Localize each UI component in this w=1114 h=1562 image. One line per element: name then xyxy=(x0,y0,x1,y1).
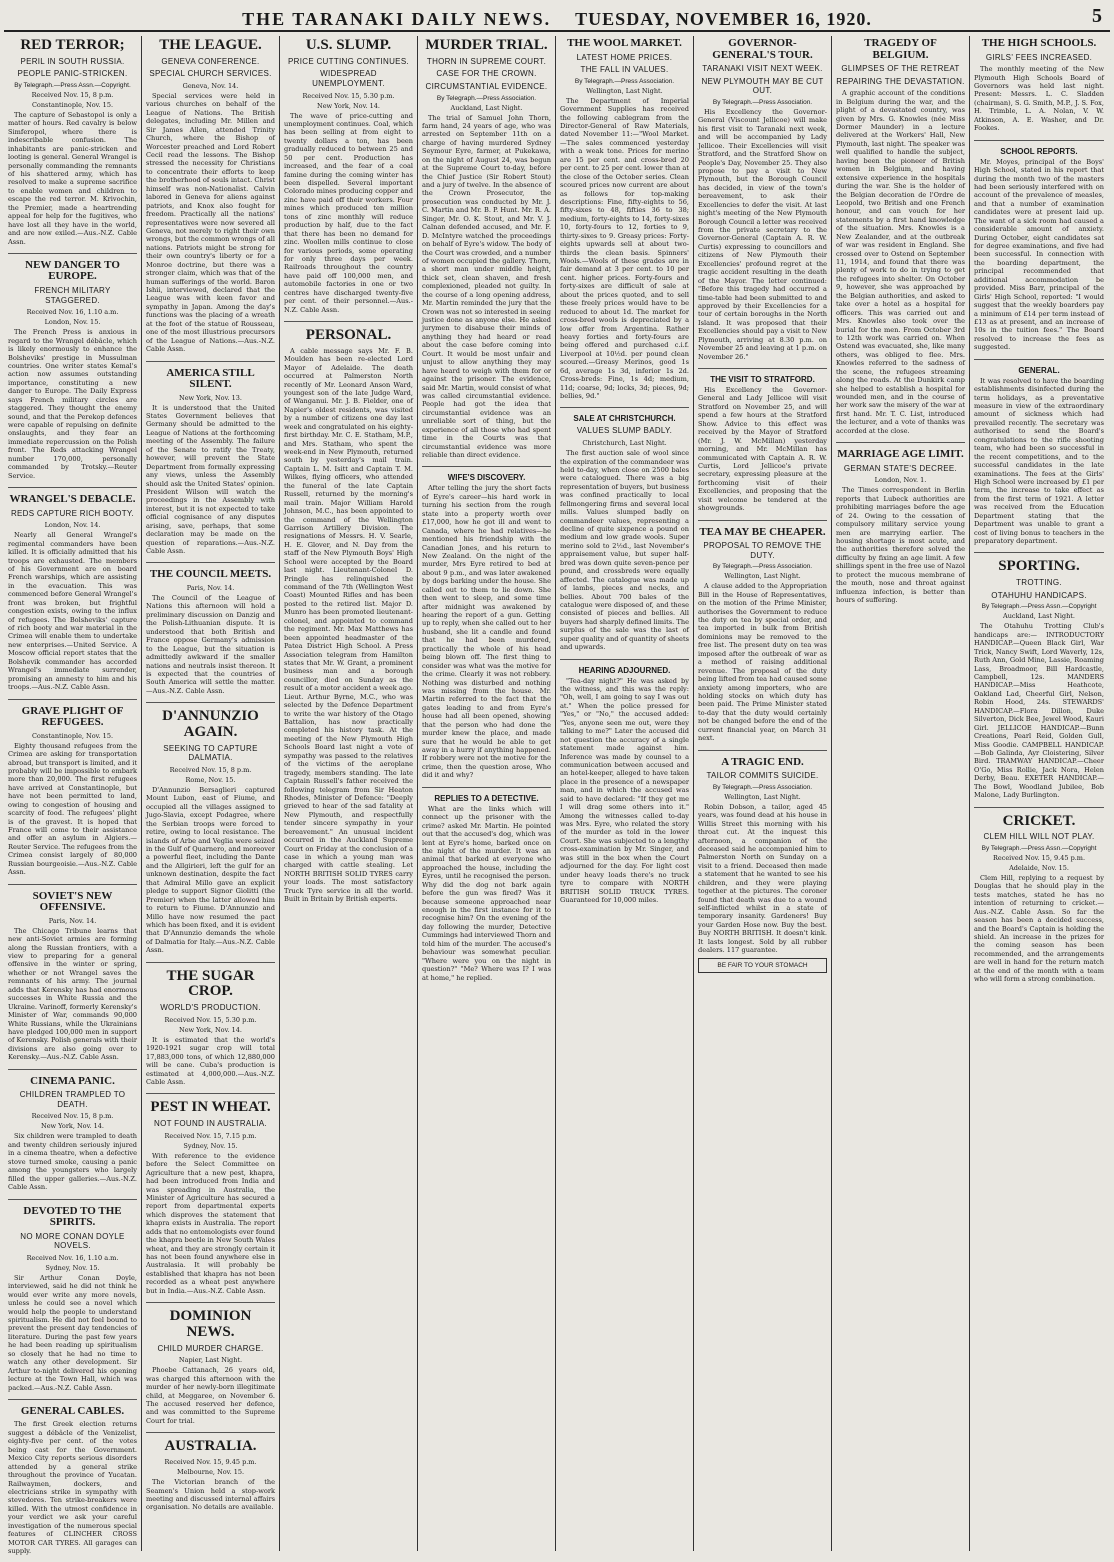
article-america-silent xyxy=(146,368,275,564)
body-text: The French Press is anxious in regard to the Wrangel débâcle, which is likely enormously to enhance the Bolsheviks' prestige in Mussulman countries. One writer states Kemal's action now assumes outstanding importance, constituting a new danger to Europe. The Daily Express says French military circles are staggered. They thought the enemy sound, and that the Perekop defences were capable of repulsing on definite onslaughts, and they fear an immediate repercussion on the Polish front. The Reds attacking Wrangel number 170,000, personally commanded by Trotsky.—Reuter Service. xyxy=(8,328,137,480)
article-hearing-adjourned xyxy=(560,666,689,912)
article-replies-detective xyxy=(422,794,551,989)
page-number: 5 xyxy=(1092,5,1102,27)
article-general-cables xyxy=(8,1406,137,1562)
article-refugees xyxy=(8,706,137,885)
body-text: The first Greek election returns suggest a débâcle of the Venizelist, eighty-five per cent. of the votes being cast for the Government. Mexico City reports serious disorders attended by a general strike throughout the province of Yucatan. Railwaymen, dockers, and electricians strike in sympathy with stevedores. Ten strike-breakers were killed. With the utmost confidence in your verdict we ask your careful investigation of the numerous special features of CLINCHER CROSS MOTOR CAR TYRES. All garages can supply. xyxy=(8,1420,137,1556)
body-text: The Council of the League of Nations this afternoon will hold a preliminary discussion on Danzig and the Polish-Lithuanian dispute. It is understood that both British and France oppose Germany's admission to the League, but the situation is admittedly awkward if the smaller nations and neutrals insist thereon. It is expected that the countries of South America will settle the matter.—Aus.-N.Z. Cable Assn. xyxy=(146,594,275,695)
headline: SPORTING. xyxy=(998,558,1080,575)
deck: LATEST HOME PRICES. xyxy=(576,52,673,62)
deck: CLEM HILL WILL NOT PLAY. xyxy=(983,832,1095,842)
received-line: Received Nov. 15, 8 p.m. xyxy=(31,90,114,99)
headline: MURDER TRIAL. xyxy=(425,37,548,53)
body-text: It was resolved to have the boarding establishments disinfected during the term holidays, as a preventative measure in view of the extraordinary amount of sickness which had prevailed recently. The secretary was authorised to send the Board's congratulations to the rifle shooting team, who had been so successful in the recent competitions, and to the successful candidates in the late examinations. The fees at the Girls' High School were increased by £1 per term, the increase to take effect as from the first term of 1921. A letter was received from the Education Department stating that the Department was unable to grant a cost of living bonus to teachers in the preparatory department. xyxy=(974,376,1104,546)
subheading: SALE AT CHRISTCHURCH. xyxy=(573,414,676,424)
article-cinema-panic xyxy=(8,1076,137,1200)
body-text: It is estimated that the world's 1920-1921 sugar crop will total 17,883,000 tons, of which 12,880,000 will be cane. Cuba's production is estimated at 4,000,000.—Aus.-N.Z. Cable Assn. xyxy=(146,1035,275,1086)
dateline: Christchurch, Last Night. xyxy=(582,439,667,448)
headline: AMERICA STILL SILENT. xyxy=(166,366,255,391)
headline: WRANGEL'S DEBACLE. xyxy=(9,493,136,506)
credit: By Telegraph.—Press Assn.—Copyright. xyxy=(14,81,131,89)
article-sporting xyxy=(974,559,1104,807)
dateline: Adelaide, Nov. 15. xyxy=(1009,863,1069,872)
article-general xyxy=(974,366,1104,554)
received-line: Received Nov. 15, 5.30 p.m. xyxy=(164,1015,257,1024)
headline: SOVIET'S NEW OFFENSIVE. xyxy=(32,889,113,914)
subheading: REPLIES TO A DETECTIVE. xyxy=(434,793,539,803)
body-text: The monthly meeting of the New Plymouth High Schools Board of Governors was held last night. Present: Messrs. L. C. Sladden (chairman), S. G. Smith, M.P., J. S. Fox, H. Trimble, L. A. Nolan, V. W. Atkinson, A. E. Washer, and Dr. Fookes. xyxy=(974,65,1104,133)
received-line: Received Nov. 16, 1.10 a.m. xyxy=(26,1253,119,1262)
headline: DEVOTED TO THE SPIRITS. xyxy=(23,1204,122,1229)
deck: WORLD'S PRODUCTION. xyxy=(160,1003,261,1013)
subheading: GENERAL. xyxy=(1018,365,1060,375)
dateline: Sydney, Nov. 15. xyxy=(183,1141,238,1150)
deck: SPECIAL CHURCH SERVICES. xyxy=(149,69,272,79)
body-text: A graphic account of the conditions in Belgium during the war, and the plight of a devastated country, was given by Mrs. G. Knowles (née Miss Dormer Maunder) in a lecture delivered at the Workers' Hall, New Plymouth, last night. The speaker was well qualified to handle the subject, having been the pioneer of British women in Belgium, and having extensive experience in the hospitals during the war. She is the holder of the Belgian decoration de l'Ordre de Leopold, two British and one French honour, and can vouch for her statements by a first hand knowledge of the situation. Mrs. Knowles is a New Zealander, and at the outbreak of war was resident in England. She crossed over to Ostend on September 11, 1914, and found that there was plenty of work to do in trying to get the refugees into shelter. On October 9, however, she was approached by the Belgian authorities, and asked to take over a hotel as a hospital for officers. This was carried out and Mrs. Knowles also took over the burial for the men. From October 3rd to 12th work was carried on. When Ostend was evacuated, she, like many others, was obliged to flee. Mrs. Knowles referred to the sadness of the scene, the refugees streaming along the roads. At the Dunkirk camp she helped to establish a hospital for wounded men, and in the course of her work saw the misery of the war at first hand. Mr. T. C. List, introduced the lecturer, and a vote of thanks was accorded at the close. xyxy=(836,89,965,435)
received-line: Received Nov. 16, 1.10 a.m. xyxy=(26,308,119,317)
dateline: Auckland, Last Night. xyxy=(450,103,523,112)
headline: THE HIGH SCHOOLS. xyxy=(981,37,1097,49)
headline: A TRAGIC END. xyxy=(721,755,804,768)
body-text: The capture of Sebastopol is only a matter of hours. Red cavalry is below Simferopol, where there is indescribable confusion. The inhabitants are panic-stricken and looting is general. General Wrangel is personally commanding the remnants of his shattered army, which has resolved to make a supreme sacrifice to enable women and children to escape the red terror. M. Krivochin, the Premier, made a heartrending appeal for help for the fugitives, who have lost all they have in the world, and are now exiled.—Aus.-N.Z. Cable Assn. xyxy=(8,110,137,246)
body-text: Eighty thousand refugees from the Crimea are asking for transportation abroad, but transport is limited, and it probably will be impossible to embark more than 20,000. The first refugees have arrived at Constantinople, but have not been permitted to land, owing to congestion of housing and scarcity of food. The refugees' plight is of the gravest. It is hoped that France will come to their assistance and offer an asylum in Algiers.—Reuter Service. The refugees from the Crimea consist largely of 80,000 Russian bourgeoisie.—Aus.-N.Z. Cable Assn. xyxy=(8,741,137,877)
body-text: What are the links which will connect up the prisoner with the crime? asked Mr. Martin. He pointed out that the accused's dog, which was lent at Eyre's home, barked once on the night of the murder. It was an animal that barked at everyone who approached the house, including the Eyres, until he recognised the person. Why did the dog not bark again before the gun was fired? Was it because someone approached near enough in the first instance for it to recognise him? On the evening of the day following the murder, Detective Cummings had interviewed Thorn and told him of the murder. The accused's behaviour was somewhat peculiar. "Where were you on the night in question?" "Me? Where was I? I was at home," he replied. xyxy=(422,804,551,982)
body-text: Special services were held in various churches on behalf of the League of Nations. The British delegates, including Mr. Millen and Sir James Allen, attended Trinity Church, where the Bishop of Worcester preached and Lord Robert Cecil read the lessons. The Bishop stressed the necessity for Christians to concentrate their efforts to keep the brotherhood of souls intact. Christ himself was non-Nationalist. Calvin labored in Geneva for aliens against patriots, and Knox also fought for freedom. Practically all the nations' representatives were now severed all Geneva, not merely to right their own wrongs, but the common wrongs of all nations. Patriots might be strong for their own country's liberty or for a Monroe doctrine, but there was a stronger claim, which was that of the human sufferings of the world. Baron Ishii, interviewed, declared that the League was with keen favor and sympathy in Japan. Among the day's functions was the placing of a wreath at the foot of the statue of Rousseau, one of the most illustrious precursors of the League of Nations.—Aus.-N.Z. Cable Assn. xyxy=(146,91,275,354)
article-tragedy-belgium xyxy=(836,38,965,443)
deck: CIRCUMSTANTIAL EVIDENCE. xyxy=(425,81,548,91)
dateline: Geneva, Nov. 14. xyxy=(182,81,239,90)
article-personal xyxy=(284,328,413,911)
headline: TRAGEDY OF BELGIUM. xyxy=(864,37,937,61)
dateline: Napier, Last Night. xyxy=(178,1356,243,1365)
article-wifes-discovery xyxy=(422,473,551,787)
body-text: The Otahuhu Trotting Club's handicaps are:— INTRODUCTORY HANDICAP.—Queen Black Girl, War Trick, Nancy Swift, Lord Waverly, 12s, Ruth Ann, Gold Mine, Lassie, Roaming Lass, Broadmoor, Bill Hardcastle, Campbell, 12s. MANDERS HANDICAP.—Miss Heathcote, Oakland Lad, Cheerful Girl, Nelson, Robin Hood, 24s. STEWARDS' HANDICAP.—Flora Dillon, Duke Silverton, Dick Bee, Jewel Wood, Kauri Girl. JELLICOE HANDICAP.—Bunn Creations, Pearl Reid, Golden Gull, Miss Goodie. CAMPBELL HANDICAP.—Bob Galinda, Ayr Cloistering, Silver Bird. TRAMWAY HANDICAP.—Cheer O'Go, Miss Rollie, Jack Nora, Helen Derby, Beau. EXETER HANDICAP.—The Bowl, Woodland Jubilee, Bob Malone, Lady Burlington. xyxy=(974,622,1104,800)
deck: CHILDREN TRAMPLED TO DEATH. xyxy=(19,1090,126,1109)
article-high-schools xyxy=(974,38,1104,141)
article-tragic-end xyxy=(698,757,827,981)
credit: By Telegraph.—Press Association. xyxy=(574,77,675,85)
article-stratford-visit xyxy=(698,375,827,521)
column-3 xyxy=(280,36,418,1551)
body-text: After telling the jury the short facts of Eyre's career—his hard work in turning his section from the rough state into a property worth over £17,000, how he got ill and went to Canada, where he had relatives—he mentioned his friendship with the Canadian Jones, and his return to New Zealand. On the night of the murder, Mrs Eyre retired to bed at about 9 p.m., and was later awakened by dogs barking under the house. She called out to them to lie down. She then went to sleep, and some time after midnight was awakened by hearing the report of a gun. Getting up to reply, when she called out to her husband, she lit a candle and found that he had been murdered, practically the whole of his head being blown off. The first thing to consider was what was the motive for the crime. Clearly it was not robbery. Nothing was disturbed and nothing was missing from the house. Mr. Martin referred to the fact that the gates leading to and from Eyre's house had all been opened, showing that the person who had done the murder knew the place, and made sure that he would be able to get away in a hurry if anything happened. If robbery were not the motive for the crime, then the question arose, Who did it and why? xyxy=(422,484,551,780)
article-us-slump xyxy=(284,38,413,322)
deck: GIRLS' FEES INCREASED. xyxy=(985,52,1093,62)
deck: CASE FOR THE CROWN. xyxy=(436,69,537,79)
body-text: Six children were trampled to death and twenty children seriously injured in a cinema theatre, when a defective stove turned smoke, causing a panic among the youngsters who largely filled the upper galleries.—Aus.-N.Z. Cable Assn. xyxy=(8,1132,137,1192)
dateline: Wellington, Last Night. xyxy=(724,792,801,801)
deck: WIDESPREAD UNEMPLOYMENT. xyxy=(312,69,385,88)
deck: CHILD MURDER CHARGE. xyxy=(157,1343,264,1353)
article-spirits xyxy=(8,1206,137,1400)
deck: GLIMPSES OF THE RETREAT xyxy=(841,64,960,74)
deck: VALUES SLUMP BADLY. xyxy=(576,426,673,436)
subheading: SCHOOL REPORTS. xyxy=(1000,146,1078,156)
dateline: Rome, Nov. 15. xyxy=(185,775,236,784)
body-text: The Victorian branch of the Seamen's Union held a stop-work meeting and discussed internal affairs organisation. No details are available. xyxy=(146,1478,275,1512)
dateline: Wellington, Last Night. xyxy=(724,572,801,581)
body-text: Phoebe Cattanach, 26 years old, was charged this afternoon with the murder of her newly-born illegitimate child, at Meggaree, on November 6. The accused reserved her defence, and was committed to the Supreme Court for trial. xyxy=(146,1366,275,1425)
article-marriage-age xyxy=(836,449,965,611)
headline: RED TERROR; xyxy=(20,37,125,53)
body-text: His Excellency the Governor-General and Lady Jellicoe will visit Stratford on November 25, and will spend a few hours at the Stratford Show. Advice to this effect was received by the Mayor of Stratford (Mr. J. W. McMillan) yesterday morning, and Mr. McMillan has communicated with Captain A. R. W. Curtis, Lord Jellicoe's private secretary, expressing pleasure at the forthcoming visit of their Excellencies, and proposing that the visit welcome be tendered at the showgrounds. xyxy=(698,386,827,513)
body-text: The Chicago Tribune learns that new anti-Soviet armies are forming along the Russian frontiers, with a view to preparing for a general offensive in the winter or spring, whether or not Wrangel saves the remnants of his army. The journal adds that Kerensky has had enormous successes in White Russia and the Ukraine. Varinoff, formerly Kerensky's Minister of War, commands 90,000 White Russians, while the Ukrainians have pledged 100,000 men in support of Kerensky. Polish generals with their divisions are also going over to Kerensky.—Aus.-N.Z. Cable Assn. xyxy=(8,926,137,1062)
headline: PERSONAL. xyxy=(305,327,392,344)
credit: By Telegraph.—Press Association. xyxy=(712,563,813,571)
dateline: Constantinople, Nov. 15. xyxy=(31,100,114,109)
article-red-terror xyxy=(8,38,137,254)
article-sugar-crop xyxy=(146,969,275,1095)
masthead xyxy=(4,0,1110,32)
deck: TAILOR COMMITS SUICIDE. xyxy=(706,771,819,781)
deck: OTAHUHU HANDICAPS. xyxy=(991,590,1087,600)
body-text: The Department of Imperial Government Supplies has received the following cablegram from the Director-General of Raw Materials, dated November 11:—"Wool Market.—The sales commenced yesterday with a weak tone. Prices for merino are 15 per cent. and cross-bred 20 per cent. to 25 per cent. lower than at the close of the October series. Clean scoured prices now current are about as follows for top-making descriptions: Fine, fifty-eights to 56, fifty-sixes to 48, fifties 36 to 38; medium, forty-eights to 14, forty-sixes 10, forty-fours to 12, forties to 9, thirty-sixes to 9. Greasy prices: Forty-eights upwards sell at about two-thirds the clean basis. Spinners' Wools.—Wools of these grades are in fair demand at 3 per cent. to 10 per cent. higher prices. Forty-fours and forty-sixes are difficult of sale at about the prices quoted, and to sell these freely prices would have to be reduced to about 1d. The market for cross-bred wools is depreciated by a low offer from Argentina. Rather heavy forties and forty-fours are being offered and purchased c.i.f. Liverpool at 10½d. per pound clean scoured.—Greasy Merinos, good 1s 6d, average 1s 3d, inferior 1s 2d. Cross-breds: Fine, 1s 4d; medium, 11d; coarse, 9d; locks, 3d; pieces, 9d; bellies, 9d." xyxy=(560,96,689,401)
body-text: The Times correspondent in Berlin reports that Lubeck authorities are prohibiting marriages before the age of 24. Owing to the cessation of compulsory military service young men are marrying earlier. The housing shortage is most acute, and the authorities therefore solved the difficulty by fixing an age limit. A few shillings spent in the free use of Nazol to protect the mucous membrane of the mouth, nose and throat against influenza infection, is better than hours of suffering. xyxy=(836,486,965,605)
headline: AUSTRALIA. xyxy=(164,1438,257,1455)
deck: THORN IN SUPREME COURT. xyxy=(426,56,547,66)
advertisement: BE FAIR TO YOUR STOMACH xyxy=(698,958,827,973)
deck: REDS CAPTURE RICH BOOTY. xyxy=(10,508,135,518)
received-line: Received Nov. 15, 9.45 p.m. xyxy=(164,1458,257,1467)
deck: GENEVA CONFERENCE. xyxy=(161,56,260,66)
credit: By Telegraph.—Press Assn.—Copyright xyxy=(981,844,1097,852)
subheading: THE VISIT TO STRATFORD. xyxy=(710,375,815,384)
headline: CRICKET. xyxy=(1002,812,1076,829)
deck: GERMAN STATE'S DECREE. xyxy=(843,463,958,473)
deck: PRICE CUTTING CONTINUES. xyxy=(288,56,409,66)
columns xyxy=(4,36,1110,1556)
body-text: The wave of price-cutting and unemployment continues. Coal, which has been selling at from eight to twenty dollars a ton, has been gradually reduced to between 25 and 50 per cent. Production has increased, and the fear of a coal famine during the coming winter has been dispelled. Several important Colorado mines producing copper and zinc have paid off their workers. Four mines which produced ten million tons of zinc monthly will reduce production by half, due to the fact that there has been no demand for zinc. Woollen mills continue to close for various periods, some operating for only three days per week. Railroads throughout the country have paid off 100,000 men, and automobile factories in one or two centres have discharged twenty-five per cent. of their personnel.—Aus.-N.Z. Cable Assn. xyxy=(284,111,413,314)
body-text: The trial of Samuel John Thorn, farm hand, 24 years of age, who was arrested on September 11th on a charge of having murdered Sydney Seymour Eyre, farmer, at Pukekawa, on the night of August 24, was begun at the Supreme Court to-day, before the Chief Justice (Sir Robert Stout) and a jury of twelve. In the absence of the Crown Prosecutor, the prosecution was conducted by Mr. J. C. Martin and Mr. B. P. Hunt. Mr. R. A. Singer, Mr. O. K. Stout, and Mr. V. J. Calnan defended accused, and Mr. F. D. McIntyre watched the proceedings on behalf of Eyre's widow. The body of the Court was crowded, and a number of women occupied the gallery. Thorn, a short man under middle height, thick set, clean shaven, and fresh complexioned, pleaded not guilty. In the course of a long opening address, Mr. Martin reminded the jury that the Crown was not so interested in seeing justice done as anyone else. He asked jurymen to disabuse their minds of anything they had heard or read about the case before coming into Court. It would be most unfair and unjust to allow anything they may have heard to weigh with them for or against the prisoner. The evidence, said Mr. Martin, would consist of what was called circumstantial evidence. People had got the idea that circumstantial evidence was an unreliable sort of thing, but the experience of all those who had spent time in the Courts was that circumstantial evidence was more reliable than direct evidence. xyxy=(422,113,551,460)
article-christchurch-sale xyxy=(560,414,689,659)
dateline: London, Nov. 15. xyxy=(44,318,101,327)
dateline: New York, Nov. 14. xyxy=(41,1122,104,1131)
subheading: HEARING ADJOURNED. xyxy=(578,665,671,675)
article-murder-trial xyxy=(422,38,551,467)
dateline: London, Nov. 1. xyxy=(874,476,927,485)
credit: By Telegraph.—Press Association. xyxy=(436,94,537,102)
deck: TROTTING. xyxy=(1016,578,1062,588)
deck: NO MORE CONAN DOYLE NOVELS. xyxy=(20,1231,125,1251)
column-2 xyxy=(142,36,280,1551)
deck: TARANAKI VISIT NEXT WEEK. xyxy=(702,64,823,74)
dateline: Wellington, Last Night. xyxy=(586,86,663,95)
body-text: D'Annunzio Bersaglieri captured Mount Lubon, east of Fiume, and occupied all the villages assigned to Jugo-Slavia, except Podagree, where the Serbian troops were forced to retire, owing to local resistance. The islands of Arbe and Veglia were seized in the Gulf of Quarnero, and moreover a powerful fleet, including the Dante and the Allgirieri, left the gulf for an unknown destination, despite the fact that Admiral Millo gave an explicit pledge to support Signor Giolitti (the Premier) when the latter allowed him to return to Fiume. D'Annunzio and Millo have now resumed the pact which has been fixed, and it is evident that D'Annunzio demands the whole of Dalmatia for Italy.—Aus.-N.Z. Cable Assn. xyxy=(146,785,275,955)
received-line: Received Nov. 15, 7.15 p.m. xyxy=(164,1131,257,1140)
body-text: Robin Dobson, a tailor, aged 45 years, was found dead at his house in Willis Street this morning with his throat cut. At the inquest this afternoon, a companion of the deceased said he accompanied him to Palmerston North on Sunday on a visit to a friend. Deceased then made a statement that he wanted to see his children, and they were playing together at the pictures. The coroner found that death was due to a wound self-inflicted whilst in a state of temporary insanity. Gardeners! Buy your Garden Hose now. Buy the best. Buy NORTH BRITISH. It doesn't kink. It lasts longest. Sold by all rubber dealers. 117 guarantee. xyxy=(698,802,827,955)
article-the-league xyxy=(146,38,275,362)
article-dannunzio xyxy=(146,709,275,962)
dateline: Paris, Nov. 14. xyxy=(186,584,235,593)
body-text: A cable message says Mr. F. B. Moulden has been re-elected Lord Mayor of Adelaide. The death occurred at Palmerston North recently of Mr. Leonard Anson Ward, youngest son of the late Judge Ward, of Wanganui. Mr. J. B. Fielder, one of Napier's oldest residents, was visited by a number of citizens one day last week and congratulated on his eighty-first birthday. Mr. C. E. Statham, M.P., and Mrs. Statham, who spent the week-end in New Plymouth, returned south by yesterday's mail train. Captain L. M. Isitt and Captain T. M. Wilkes, flying officers, who attended the funeral of the late Captain Russell, returned by the morning's mail train. Major William Harold Johnson, M.C., has been appointed to the command of the Wellington Garrison Artillery Division. The resignations of Messrs. H. V. Searle, H. E. Glover, and N. Day from the staff of the New Plymouth Boys' High School were accepted by the Board last night. Lieutenant-Colonel D. Pringle has relinquished the command of the 7th (Wellington West Coast) Mounted Rifles and has been posted to the retired list. Major D. Munro has been promoted lieutenant-colonel, and appointed to command the regiment. Mr. Max Matthews has been appointed headmaster of the Patea District High School. A Press Association telegram from Hamilton states that Mr. W. Grant, a prominent business man and a borough councillor, died on Sunday as the result of a motor accident a week ago. Lieut. Arthur Byrne, M.C., who was selected by the Defence Department to write the war history of the Otago Battalion, has now practically completed his history task. At the meeting of the New Plymouth High Schools Board last night a vote of sympathy was passed to the relatives of the victims of the aeroplane tragedy, members standing. The late Captain Russell's father received the following telegram from Sir Heaton Rhodes, Minister of Defence: "Deeply grieved to hear of the sad fatality at New Plymouth, and respectfully tender sincere sympathy in your bereavement." An unusual incident occurred in the Auckland Supreme Court on Friday at the conclusion of a case in which a young man was charged with cattle stealing. Let NORTH BRITISH SOLID TYRES carry your loads. The most satisfactory Truck Tyre service in all the world. Built in Britain by British experts. xyxy=(284,346,413,904)
body-text: The first auction sale of wool since the expiration of the commandeer was held to-day, when close on 2500 bales were catalogued. There was a big representation of buyers, but business was confined practically to local fellmongering firms and several local mills. Values slumped badly on commandeer values, representing a decline of quite sixpence a pound on medium and low grade wools. Super merino sold to 2½d., last November's appraisement value, but super half-bred was down quite seven-pence per pound, and crossbreds were equally affected. The catalogue was made up of lambs, pieces and necks, and bellies. About 700 bales of the catalogue were disposed of, and these consisted of pieces and bellies. All buyers had sharply defined limits. The surplus of the sale was the last of super quality and of quantity of sheets and upwards. xyxy=(560,449,689,652)
body-text: Clem Hill, replying to a request by Douglas that he should play in the tests matches, stated he has no intention of returning to cricket.—Aus.-N.Z. Cable Assn. So far the season has been a decided success, and the Board's Captain is holding the shield. An increase in the prizes for the coming season has been recommended, and the arrangements are well in hand for the return match at the end of the month with a team who will form a strong combination. xyxy=(974,873,1104,984)
headline: U.S. SLUMP. xyxy=(305,37,392,53)
article-tea-cheaper xyxy=(698,527,827,751)
headline: CINEMA PANIC. xyxy=(30,1074,115,1087)
article-wrangel-debacle xyxy=(8,494,137,699)
column-7 xyxy=(832,36,970,1551)
dateline: Auckland, Last Night. xyxy=(1003,612,1075,621)
deck: REPAIRING THE DEVASTATION. xyxy=(836,76,965,86)
article-new-danger xyxy=(8,260,137,488)
deck: PERIL IN SOUTH RUSSIA. xyxy=(20,56,125,66)
column-5 xyxy=(556,36,694,1551)
headline: THE COUNCIL MEETS. xyxy=(149,568,272,581)
headline: GRAVE PLIGHT OF REFUGEES. xyxy=(21,704,124,729)
column-4 xyxy=(418,36,556,1551)
paper-name: THE TARANAKI DAILY NEWS. xyxy=(242,9,552,29)
body-text: Nearly all General Wrangel's regimental commanders have been killed. It is officially admitted that his troops are exhausted. The members of his Government are on board French warships, which are assisting in the evacuation. This was commenced before General Wrangel's front was broken, but frightful congestion exists, owing to the influx of refugees. The Bolsheviks' capture of rich booty and war material in the Crimea will enable them to undertake new enterprises.—United Service. A Moscow official report states that the Bolshevik commander has accorded Wrangel's immediate surrender, promising an amnesty to him and his troops.—Aus.-N.Z. Cable Assn. xyxy=(8,531,137,692)
deck: NOT FOUND IN AUSTRALIA. xyxy=(154,1119,267,1129)
issue-date: TUESDAY, NOVEMBER 16, 1920. xyxy=(575,9,872,29)
credit: By Telegraph.—Press Assn.—Copyright xyxy=(981,603,1097,611)
headline: THE WOOL MARKET. xyxy=(567,37,682,49)
article-dominion-news xyxy=(146,1309,275,1433)
headline: MARRIAGE AGE LIMIT. xyxy=(837,448,964,461)
deck: FRENCH MILITARY STAGGERED. xyxy=(34,286,111,305)
received-line: Received Nov. 15, 8 p.m. xyxy=(169,765,252,774)
headline: TEA MAY BE CHEAPER. xyxy=(699,525,826,538)
article-school-reports xyxy=(974,147,1104,360)
deck: NEW PLYMOUTH MAY BE CUT OUT. xyxy=(701,76,824,96)
credit: By Telegraph.—Press Association. xyxy=(712,783,813,791)
body-text: With reference to the evidence before the Select Committee on Agriculture that a new pest, khapra, had been introduced from India and was spreading in Australia, the Minister of Agriculture has secured a report from departmental experts which disproves the statement that khapra exists in Australia. The report adds that no entomologists ever found the khapra beetle in New South Wales wheat, and they are strongly certain it has not been found anywhere else in Australasia. It will probably be established that khapra has not been recorded as a wheat pest anywhere but in India.—Aus.-N.Z. Cable Assn. xyxy=(146,1151,275,1295)
deck: PROPOSAL TO REMOVE THE DUTY. xyxy=(703,541,822,560)
body-text: "Tea-day night?" He was asked by the witness, and this was the reply: "Oh, well, I am going to say I was out at." When the police pressed for "Yes," or "No," the accused added: "Yes, anyone seen me out, were they talking to me?" Later the accused did not question the accuracy of a single statement made against him. Inference was made by counsel to a communication between accused and an hotel-keeper, alleged to have taken place in the presence of a newspaper man, and in which the accused was said to have declared: "If they get me I will drag some others into it." Among the witnesses called to-day was Mrs. Eyre, who related the story of the murder as told in the lower Court. She was subjected to a lengthy cross-examination by Mr. Singer, and was still in the box when the Court adjourned for the day. For light cost under heavy loads there's no truck tyre to compare with NORTH BRITISH SOLID TRUCK TYRES. Guaranteed for 10,000 miles. xyxy=(560,676,689,904)
headline: GENERAL CABLES. xyxy=(20,1404,125,1417)
column-8 xyxy=(970,36,1108,1551)
article-australia xyxy=(146,1439,275,1519)
received-line: Received Nov. 15, 9.45 p.m. xyxy=(992,853,1086,862)
dateline: New York, Nov. 14. xyxy=(179,1025,242,1034)
received-line: Received Nov. 15, 8 p.m. xyxy=(31,1112,114,1121)
headline: THE SUGAR CROP. xyxy=(166,967,255,1000)
column-1 xyxy=(4,36,142,1556)
article-wool-market xyxy=(560,38,689,408)
dateline: New York, Nov. 14. xyxy=(317,101,380,110)
dateline: Constantinople, Nov. 15. xyxy=(31,731,114,740)
dateline: New York, Nov. 13. xyxy=(179,393,242,402)
headline: D'ANNUNZIO AGAIN. xyxy=(162,708,259,741)
deck: PEOPLE PANIC-STRICKEN. xyxy=(17,69,128,79)
article-council-meets xyxy=(146,569,275,703)
headline: PEST IN WHEAT. xyxy=(150,1099,271,1116)
received-line: Received Nov. 15, 5.30 p.m. xyxy=(302,91,395,100)
body-text: Sir Arthur Conan Doyle, interviewed, said he did not think he would ever write any more novels, unless he could see a novel which would help the people to understand spiritualism. He did not feel bound to prevent the present day tendencies of literature. During the past few years he had been reading up spiritualism so closely that he had no time to watch any other development. Sir Arthur to-night delivered his opening lecture at the Town Hall, which was packed.—Aus.-N.Z. Cable Assn. xyxy=(8,1273,137,1392)
headline: GOVERNOR-GENERAL'S TOUR. xyxy=(712,37,813,61)
article-soviet-offensive xyxy=(8,891,137,1070)
dateline: Paris, Nov. 14. xyxy=(48,916,97,925)
subheading: WIFE'S DISCOVERY. xyxy=(447,473,526,483)
credit: By Telegraph.—Press Association. xyxy=(712,98,813,106)
headline: DOMINION NEWS. xyxy=(169,1308,252,1340)
deck: SEEKING TO CAPTURE DALMATIA. xyxy=(163,743,258,763)
article-governor-tour xyxy=(698,38,827,369)
headline: THE LEAGUE. xyxy=(159,37,262,53)
body-text: A clause added to the Appropriation Bill in the House of Representatives, on the motion of the Prime Minister, authorises the Government to reduce the duty on tea by special order, and tea imported in bulk from British dominions may be removed to the free list. The present duty on tea was imposed after the outbreak of war as a method of raising additional revenue. The proposal of the duty being lifted from tea had caused some anxiety among importers, who are holding stocks on which duty has been paid. The Prime Minister stated to-day that the duty would certainly not be changed before the end of the current financial year, on March 31 next. xyxy=(698,582,827,743)
body-text: Mr. Moyes, principal of the Boys' High School, stated in his report that during the month two of the masters had been seriously interfered with on account of the prevalence of measles, and that a number of examination candidates were at present laid up. The want of a sick room had caused a considerable amount of anxiety. During October, eight candidates sat for degree examinations, and five had been successful. In connection with the boarding department, the principal recommended that additional accommodation be provided. Miss Barr, principal of the Girls' High School, reported: "I would suggest that the weekly boarders pay a minimum of £14 per term instead of £13 as at present, and an increase of 10s in the tuition fees." The Board resolved to increase the fees as suggested. xyxy=(974,157,1104,352)
dateline: Melbourne, Nov. 15. xyxy=(176,1468,245,1477)
column-6 xyxy=(694,36,832,1551)
dateline: London, Nov. 14. xyxy=(44,521,101,530)
article-pest-in-wheat xyxy=(146,1100,275,1303)
body-text: It is understood that the United States Government believes that Germany should be admitted to the League of Nations at the forthcoming meeting of the Assembly. The failure of the Senate to ratify the Treaty, however, will prevent the State Department from formally expressing any views, unless the Assembly should ask the United States' opinion. President Wilson will watch the proceedings in the Assembly with interest, but it is not expected to take official cognisance of any disputes arising, save, perhaps, that some declaration may be made on the question of reparations.—Aus.-N.Z. Cable Assn. xyxy=(146,403,275,556)
deck: THE FALL IN VALUES. xyxy=(580,65,669,75)
body-text: His Excellency the Governor-General (Viscount Jellicoe) will make his first visit to Taranaki next week, and will be accompanied by Lady Jellicoe. Their Excellencies will visit Stratford, and the Stratford Show on People's Day, November 25. They also propose to pay a visit to New Plymouth, but the Borough Council has decided, in view of the town's bereavement, to ask their Excellencies to defer the visit. At last night's meeting of the New Plymouth Borough Council a letter was received from the private secretary to the Governor-General (Captain A. R. W. Curtis) expressing to councillors and citizens of New Plymouth their Excellencies' profound regret at the tragic accident resulting in the death of the Mayor. The letter continued: "Before this tragedy had occurred a time-table had been submitted to and approved by their Excellencies for a tour of certain boroughs in the North Island. It was proposed that their Excellencies should pay a visit to New Plymouth, arriving at 8.30 p.m. on November 25 and leaving at 1 p.m. on November 26." xyxy=(698,107,827,361)
article-cricket xyxy=(974,814,1104,991)
dateline: Sydney, Nov. 15. xyxy=(45,1263,100,1272)
headline: NEW DANGER TO EUROPE. xyxy=(25,258,120,283)
